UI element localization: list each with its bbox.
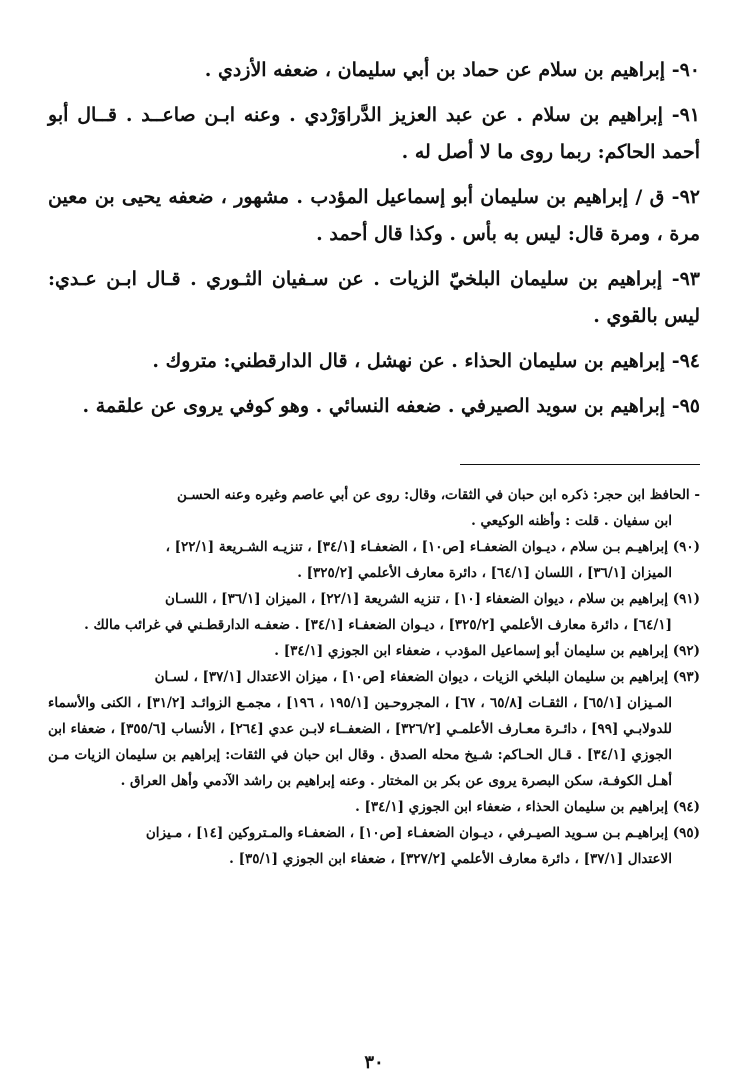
entry-number: ٩٥- — [671, 395, 700, 417]
footnote-95 — [48, 820, 700, 872]
entry-text: إبراهيم بن سليمان الحذاء . عن نهشل ، قال الدارقطني: متروك . — [152, 350, 666, 372]
footnote-94 — [48, 794, 700, 820]
footnote-line: المـيزان [٦٥/١] ، الثقـات [٦٥/٨ ، ٦٧] ، المجروحـين [١٩٥/١ ، ١٩٦] ، مجمـع الزوائـد [٣١/٢] ، الكنى والأسماء للدولابـي [٩٩] ، دائـرة معـارف الأعلمـي [٣٢٦/٢] ، الضعفــاء لابـن عدي [٢٦٤] ، الأنساب [٣٥٥/٦] ، ضعفاء ابن الجوزي [٣٤/١] . قـال الحـاكم: شـيخ محله الصدق . وقال ابن حبان في الثقات: إبراهيم بن سليمان الزيات مـن أهـل الكوفـة، سكن البصرة يروى عن بكر بن المختار . وعنه إبراهيم بن راشد الآدمي وأهل العراق . — [48, 695, 672, 789]
footnote-continuation — [48, 482, 700, 534]
entry-text: إبراهيم بن سلام . عن عبد العزيز الدَّراوَرْدي . وعنه ابـن صاعــد . قــال أبو أحمد الحاكم: ربما روى ما لا أصل له . — [48, 104, 700, 163]
footnote-line: (٩١) إبراهيم بن سلام ، ديوان الضعفاء [١٠] ، تنزيه الشريعة [٢٢/١] ، الميزان [٣٦/١] ، اللسـان — [165, 591, 700, 607]
footnote-line: (٩٥) إبراهيـم بـن سـويد الصيـرفي ، ديـوان الضعفـاء [ص١٠] ، الضعفـاء والمـتروكين [١٤] ، مـيزان — [145, 825, 700, 841]
page-number: ٣٠ — [364, 1052, 384, 1073]
entry-number: ٩٤- — [671, 350, 700, 372]
footnote-line: (٩٤) إبراهيم بن سليمان الحذاء ، ضعفاء ابن الجوزي [٣٤/١] . — [355, 799, 700, 815]
footnote-90 — [48, 534, 700, 586]
footnote-91 — [48, 586, 700, 638]
footnote-line: (٩٣) إبراهيم بن سليمان البلخي الزيات ، ديوان الضعفاء [ص١٠] ، ميزان الاعتدال [٣٧/١] ، لسـان — [154, 669, 700, 685]
book-page — [48, 52, 701, 1073]
entry-93 — [48, 261, 700, 335]
footnote-line: (٩٢) إبراهيم بن سليمان أبو إسماعيل المؤدب ، ضعفاء ابن الجوزي [٣٤/١] . — [274, 643, 700, 659]
entry-text: ق / إبراهيم بن سليمان أبو إسماعيل المؤدب . مشهور ، ضعفه يحيى بن معين مرة ، ومرة قال: ليس به بأس . وكذا قال أحمد . — [48, 186, 700, 245]
footnote-line: الاعتدال [٣٧/١] ، دائرة معارف الأعلمي [٣٢٧/٢] ، ضعفاء ابن الجوزي [٣٥/١] . — [229, 851, 672, 867]
footnote-93 — [48, 664, 700, 794]
entry-91 — [48, 97, 700, 171]
entry-number: ٩١- — [671, 104, 701, 126]
footnote-line: - الحافظ ابن حجر: ذكره ابن حبان في الثقات، وقال: روى عن أبي عاصم وغيره وعنه الحسـن — [177, 487, 700, 503]
entry-text: إبراهيم بن سلام عن حماد بن أبي سليمان ، ضعفه الأزدي . — [204, 59, 666, 81]
entry-text: إبراهيم بن سويد الصيرفي . ضعفه النسائي . وهو كوفي يروى عن علقمة . — [82, 395, 666, 417]
footnote-line: (٩٠) إبراهيـم بـن سلام ، ديـوان الضعفـاء [ص١٠] ، الضعفـاء [٣٤/١] ، تنزيـه الشـريعة [٢٢/١] ، — [165, 539, 700, 555]
footnote-divider — [460, 464, 700, 465]
footnote-line: ابن سفيان . قلت : وأظنه الوكيعي . — [471, 513, 672, 529]
entry-92 — [48, 179, 700, 253]
footnote-line: الميزان [٣٦/١] ، اللسان [٦٤/١] ، دائرة معارف الأعلمي [٣٢٥/٢] . — [297, 565, 672, 581]
entry-number: ٩٢- — [671, 186, 700, 208]
entry-90 — [48, 52, 700, 89]
entry-94 — [48, 343, 700, 380]
entry-text: إبراهيم بن سليمان البلخيّ الزيات . عن سـفيان الثـوري . قـال ابـن عـدي: ليس بالقوي . — [48, 268, 700, 327]
entry-95 — [48, 388, 700, 425]
main-entries — [48, 52, 700, 425]
entry-number: ٩٠- — [671, 59, 700, 81]
footnote-92 — [48, 638, 700, 664]
footnotes — [48, 482, 700, 872]
footnote-line: [٦٤/١] ، دائرة معارف الأعلمي [٣٢٥/٢] ، ديـوان الضعفـاء [٣٤/١] . ضعفـه الدارقطـني في غرائب مالك . — [84, 617, 672, 633]
entry-number: ٩٣- — [671, 268, 700, 290]
